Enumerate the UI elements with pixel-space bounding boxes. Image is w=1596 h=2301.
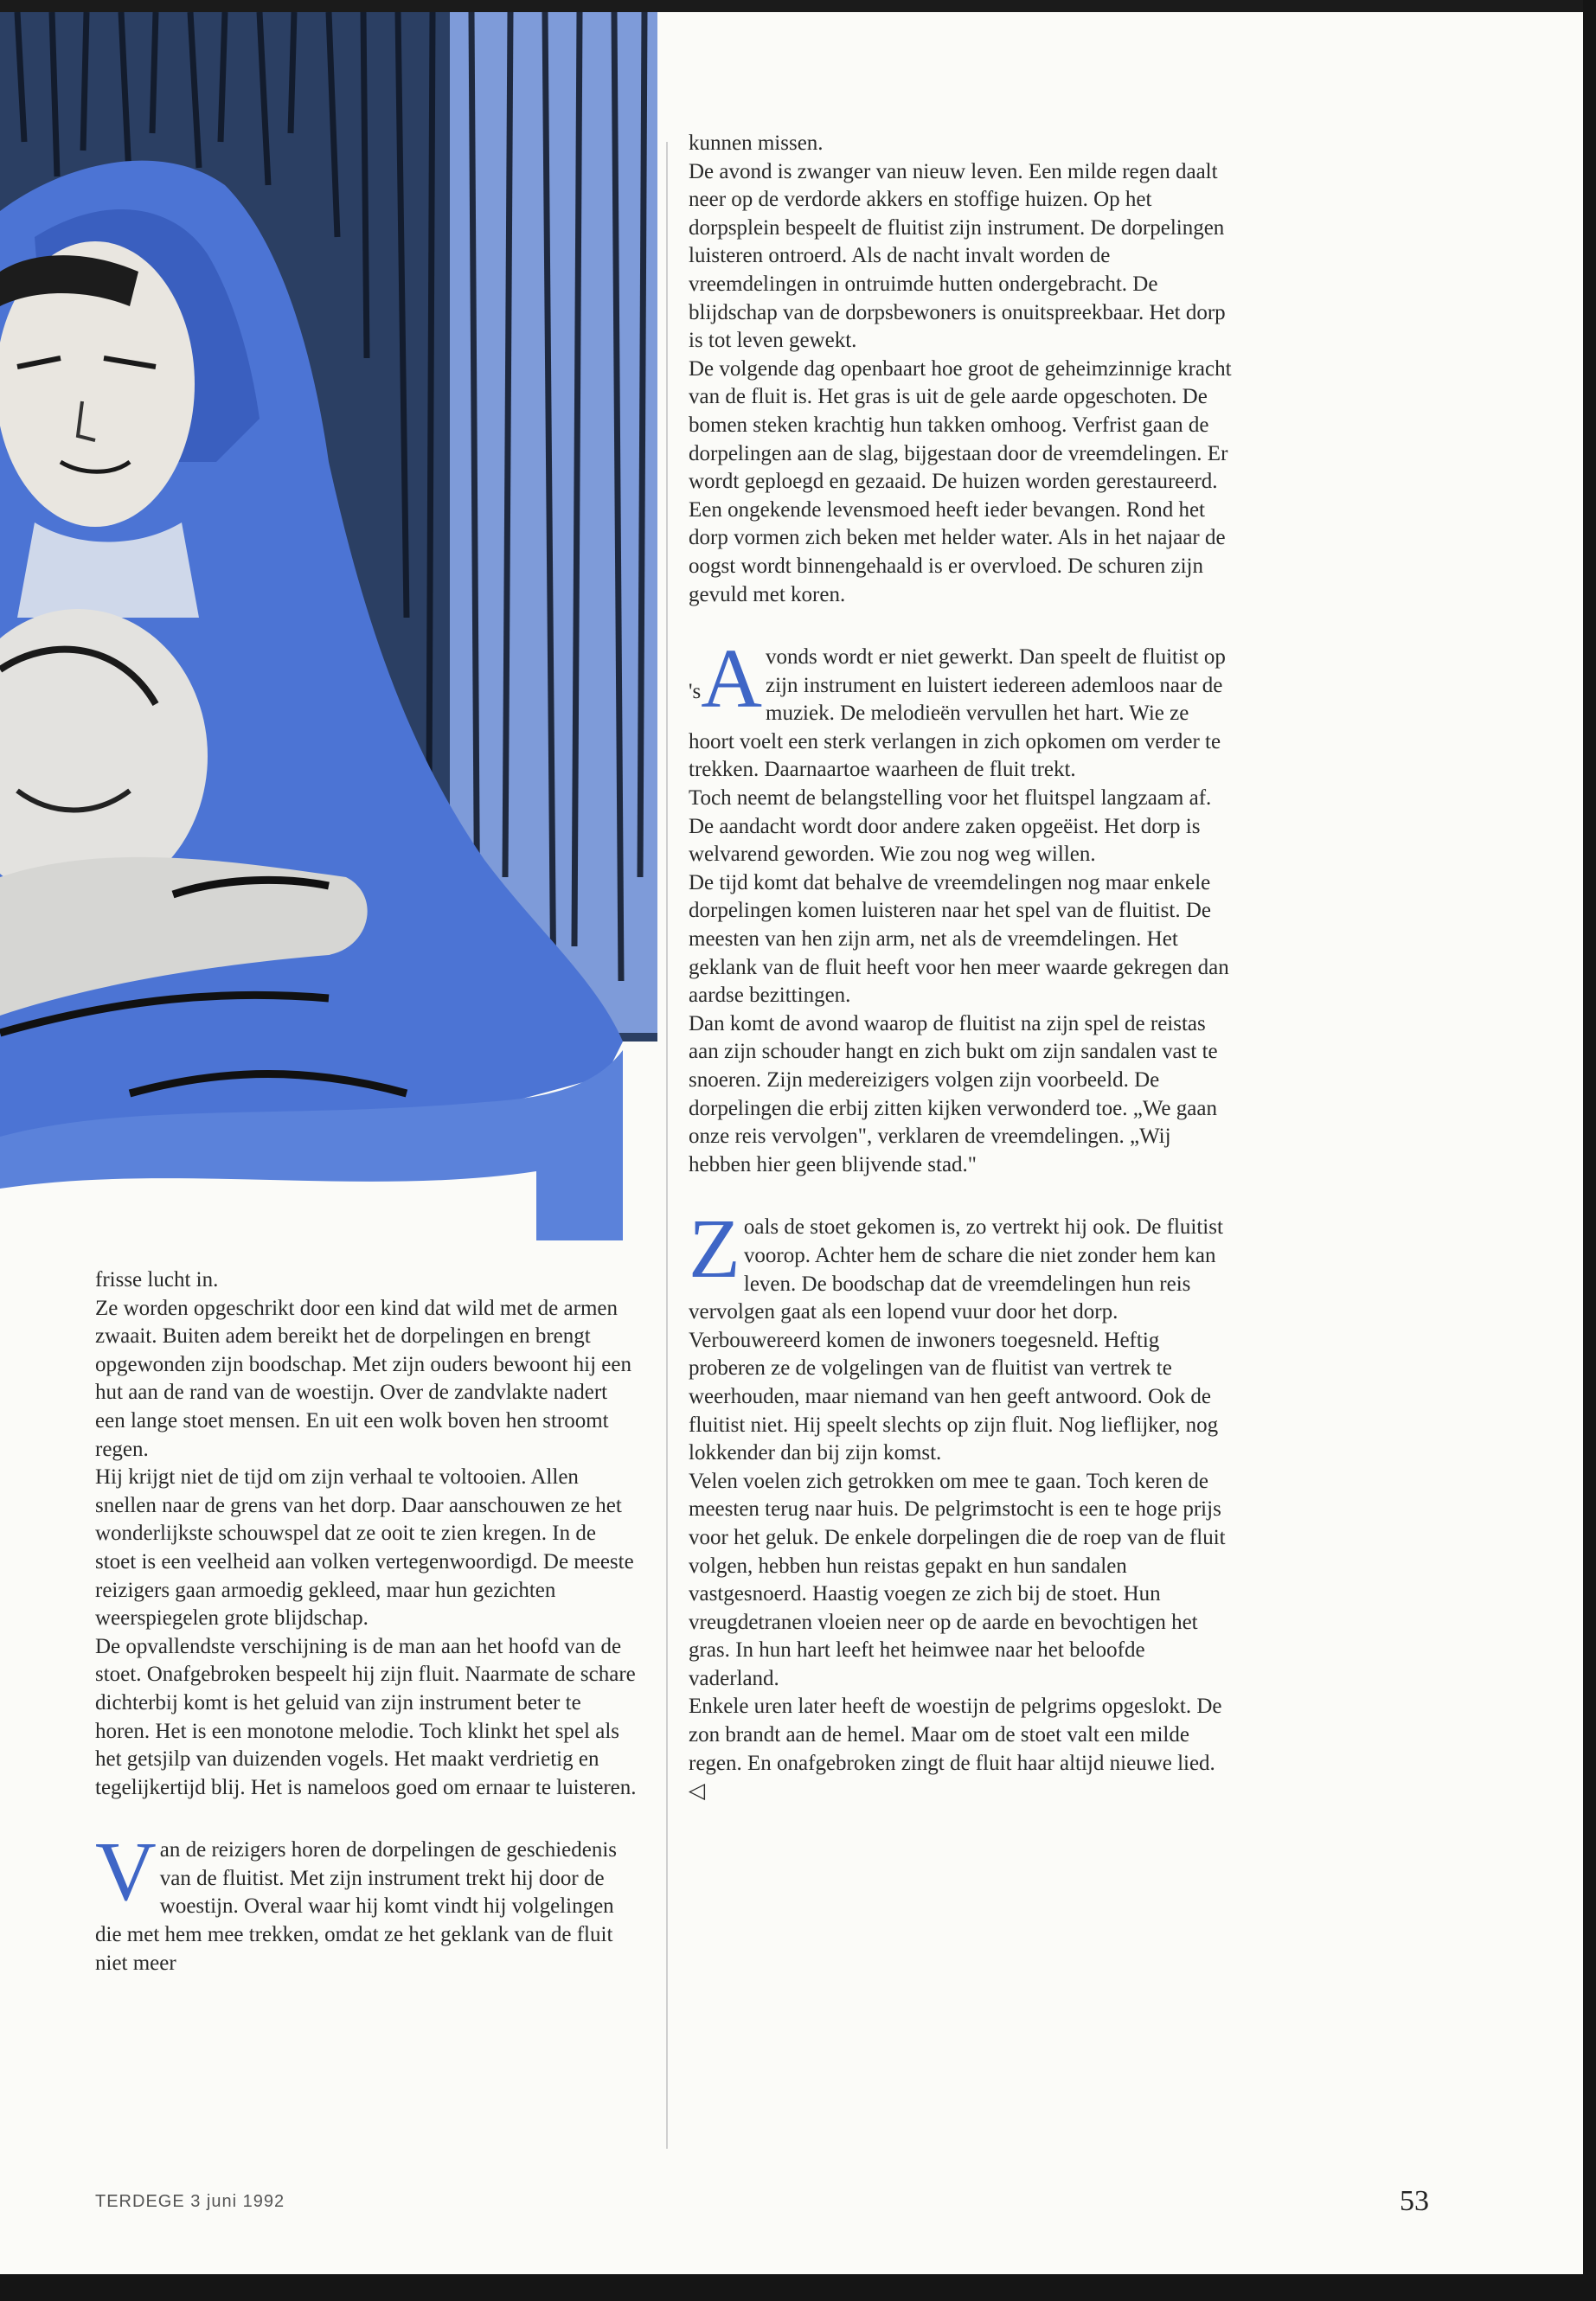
scan-border-right <box>1583 0 1596 2301</box>
paragraph: Enkele uren later heeft de woestijn de pelgrims opgeslokt. De zon brandt aan de hemel. Maar om de stoet valt een milde regen. En onafgebroken zingt de fluit haar altijd nieuwe lied. ◁ <box>689 1695 1222 1804</box>
paragraph: De tijd komt dat behalve de vreemdelingen nog maar enkele dorpelingen komen luisteren naar het spel van de fluitist. De meesten van hen zijn arm, net als de vreemdelingen. Het geklank van de fluit heeft voor hen meer waarde gekregen dan aardse bezittingen. <box>689 870 1229 1008</box>
drop-cap-v: V <box>95 1825 157 1920</box>
drop-cap-z: Z <box>689 1202 740 1297</box>
section-lead-text: vonds wordt er niet gewerkt. Dan speelt de fluitist op zijn instrument en luistert iedereen ademloos naar de muziek. De melodieën vervullen het hart. Wie ze hoort voelt een sterk verlangen in zich opkomen om verder te trekken. Daarnaartoe waarheen de fluit trekt. <box>689 645 1226 782</box>
magazine-page <box>0 12 1583 2274</box>
paragraph: De opvallendste verschijning is de man aan het hoofd van de stoet. Onafgebroken bespeelt hij zijn fluit. Naarmate de schare dichterbij komt is het geluid van zijn instrument beter te horen. Het is een monotone melodie. Toch klinkt het spel als het getsjilp van duizenden vogels. Het maakt verdrietig en tegelijkertijd blij. Het is nameloos goed om ernaar te luisteren. <box>95 1634 637 1799</box>
column-divider <box>666 142 668 2149</box>
paragraph: Hij krijgt niet de tijd om zijn verhaal te voltooien. Allen snellen naar de grens van het dorp. Daar aanschouwen ze het wonderlijkste schouwspel dat ze ooit te zien kregen. In de stoet is een veelheid aan volken vertegenwoordigd. De meeste reizigers gaan armoedig gekleed, maar hun gezichten weerspiegelen grote blijdschap. <box>95 1465 634 1631</box>
paragraph: Toch neemt de belangstelling voor het fluitspel langzaam af. De aandacht wordt door andere zaken opgeëist. Het dorp is welvarend geworden. Wie zou nog weg willen. <box>689 786 1212 867</box>
paragraph: Dan komt de avond waarop de fluitist na zijn spel de reistas aan zijn schouder hangt en zich bukt om zijn sandalen vast te snoeren. Zijn medereizigers volgen zijn voorbeeld. De dorpelingen die erbij zitten kijken verwonderd toe. „We gaan onze reis vervolgen", verklaren de vreemdelingen. „Wij hebben hier geen blijvende stad." <box>689 1011 1218 1176</box>
scan-border-bottom <box>0 2274 1596 2301</box>
paragraph: De avond is zwanger van nieuw leven. Een milde regen daalt neer op de verdorde akkers en stoffige huizen. Op het dorpsplein bespeelt de fluitist zijn instrument. De dorpelingen luisteren ontroerd. Als de nacht invalt worden de vreemdelingen in ontruimde hutten ondergebracht. De blijdschap van de dorpsbewoners is onuitspreekbaar. Het dorp is tot leven gewekt. <box>689 159 1226 353</box>
right-text-column <box>689 130 1234 1806</box>
section-paragraph <box>689 632 1234 785</box>
left-text-column <box>95 1266 640 1977</box>
drop-cap-a: A <box>701 632 763 727</box>
section-paragraph <box>689 1202 1234 1467</box>
section-lead-text: oals de stoet gekomen is, zo vertrekt hij ook. De fluitist voorop. Achter hem de schare die niet zonder hem kan leven. De boodschap dat de vreemdelingen hun reis vervolgen gaat als een lopend vuur door het dorp. Verbouwereerd komen de inwoners toegesneld. Heftig proberen ze de volgelingen van de fluitist van vertrek te weerhouden, maar niemand van hen geeft antwoord. Ook de fluitist niet. Hij speelt slechts op zijn fluit. Nog lieflijker, nog lokkender dan bij zijn komst. <box>689 1215 1223 1465</box>
illustration-artwork <box>0 12 657 1240</box>
paragraph: frisse lucht in. <box>95 1268 219 1292</box>
paragraph: De volgende dag openbaart hoe groot de geheimzinnige kracht van de fluit is. Het gras is uit de gele aarde opgeschoten. De bomen steken krachtig hun takken omhoog. Verfrist gaan de dorpelingen aan de slag, bijgestaan door de vreemdelingen. Er wordt geploegd en gezaaid. De huizen worden gerestaureerd. Een ongekende levensmoed heeft ieder bevangen. Rond het dorp vormen zich beken met helder water. Als in het najaar de oogst wordt binnengehaald is er overvloed. De schuren zijn gevuld met koren. <box>689 356 1232 606</box>
section-paragraph <box>95 1825 640 1977</box>
paragraph: Velen voelen zich getrokken om mee te gaan. Toch keren de meesten terug naar huis. De pelgrimstocht is een te hoge prijs voor het geluk. De enkele dorpelingen die de roep van de fluit volgen, hebben hun reistas gepakt en hun sandalen vastgesnoerd. Haastig voegen ze zich bij de stoet. Hun vreugdetranen vloeien neer op de aarde en bevochtigen het gras. In hun hart leeft het heimwee naar het beloofde vaderland. <box>689 1469 1226 1690</box>
publication-footer: TERDEGE 3 juni 1992 <box>95 2192 285 2211</box>
illustration-madonna-and-child <box>0 12 657 1240</box>
page-number: 53 <box>1400 2185 1429 2217</box>
section-lead-text: an de reizigers horen de dorpelingen de geschiedenis van de fluitist. Met zijn instrument trekt hij door de woestijn. Overal waar hij komt vindt hij volgelingen die met hem mee trekken, omdat ze het geklank van de fluit niet meer <box>95 1838 618 1975</box>
drop-cap-prefix: 's <box>689 680 702 704</box>
paragraph: kunnen missen. <box>689 131 824 155</box>
paragraph: Ze worden opgeschrikt door een kind dat wild met de armen zwaait. Buiten adem bereikt het de dorpelingen en brengt opgewonden zijn boodschap. Met zijn ouders bewoont hij een hut aan de rand van de woestijn. Over de zandvlakte nadert een lange stoet mensen. En uit een wolk boven hen stroomt regen. <box>95 1296 631 1461</box>
